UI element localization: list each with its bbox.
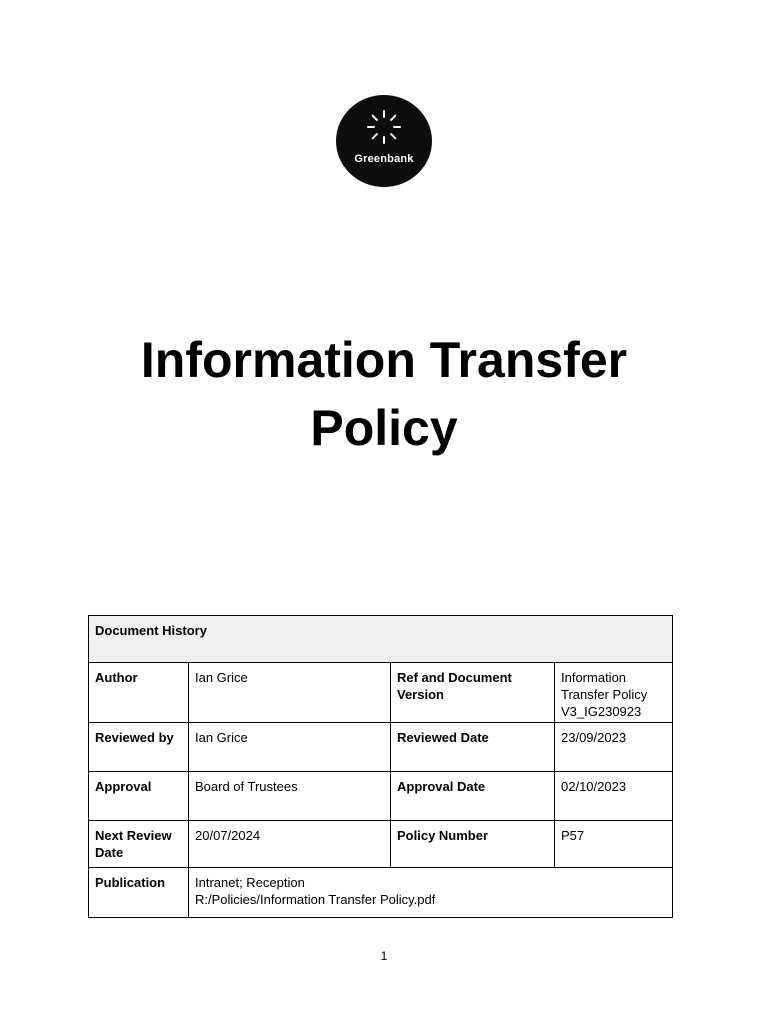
publication-line-1: Intranet; Reception — [195, 875, 305, 890]
approval-date-label: Approval Date — [391, 772, 555, 821]
policy-number-value: P57 — [555, 821, 673, 868]
document-history-heading: Document History — [89, 616, 673, 663]
sunburst-icon — [364, 107, 404, 147]
logo-text: Greenbank — [354, 153, 414, 165]
ref-value: Information Transfer Policy V3_IG230923 — [555, 663, 673, 723]
table-row — [89, 821, 673, 868]
reviewed-by-value: Ian Grice — [189, 723, 391, 772]
author-label: Author — [89, 663, 189, 723]
title-line-1: Information Transfer — [140, 332, 628, 388]
table-row — [89, 772, 673, 821]
approval-date-value: 02/10/2023 — [555, 772, 673, 821]
reviewed-date-value: 23/09/2023 — [555, 723, 673, 772]
document-history-table — [88, 615, 673, 918]
approval-value: Board of Trustees — [189, 772, 391, 821]
table-header-row — [89, 616, 673, 663]
next-review-value: 20/07/2024 — [189, 821, 391, 868]
author-value: Ian Grice — [189, 663, 391, 723]
reviewed-date-label: Reviewed Date — [391, 723, 555, 772]
title-line-2: Policy — [310, 400, 458, 456]
table-row — [89, 868, 673, 918]
page-number: 1 — [380, 949, 388, 963]
policy-number-label: Policy Number — [391, 821, 555, 868]
publication-value — [189, 868, 673, 918]
approval-label: Approval — [89, 772, 189, 821]
reviewed-by-label: Reviewed by — [89, 723, 189, 772]
page-title — [0, 326, 768, 462]
table-row — [89, 723, 673, 772]
publication-line-2: R:/Policies/Information Transfer Policy.pdf — [195, 892, 436, 907]
table-row — [89, 663, 673, 723]
greenbank-logo — [336, 95, 432, 187]
ref-label: Ref and Document Version — [391, 663, 555, 723]
next-review-label: Next Review Date — [89, 821, 189, 868]
publication-label: Publication — [89, 868, 189, 918]
